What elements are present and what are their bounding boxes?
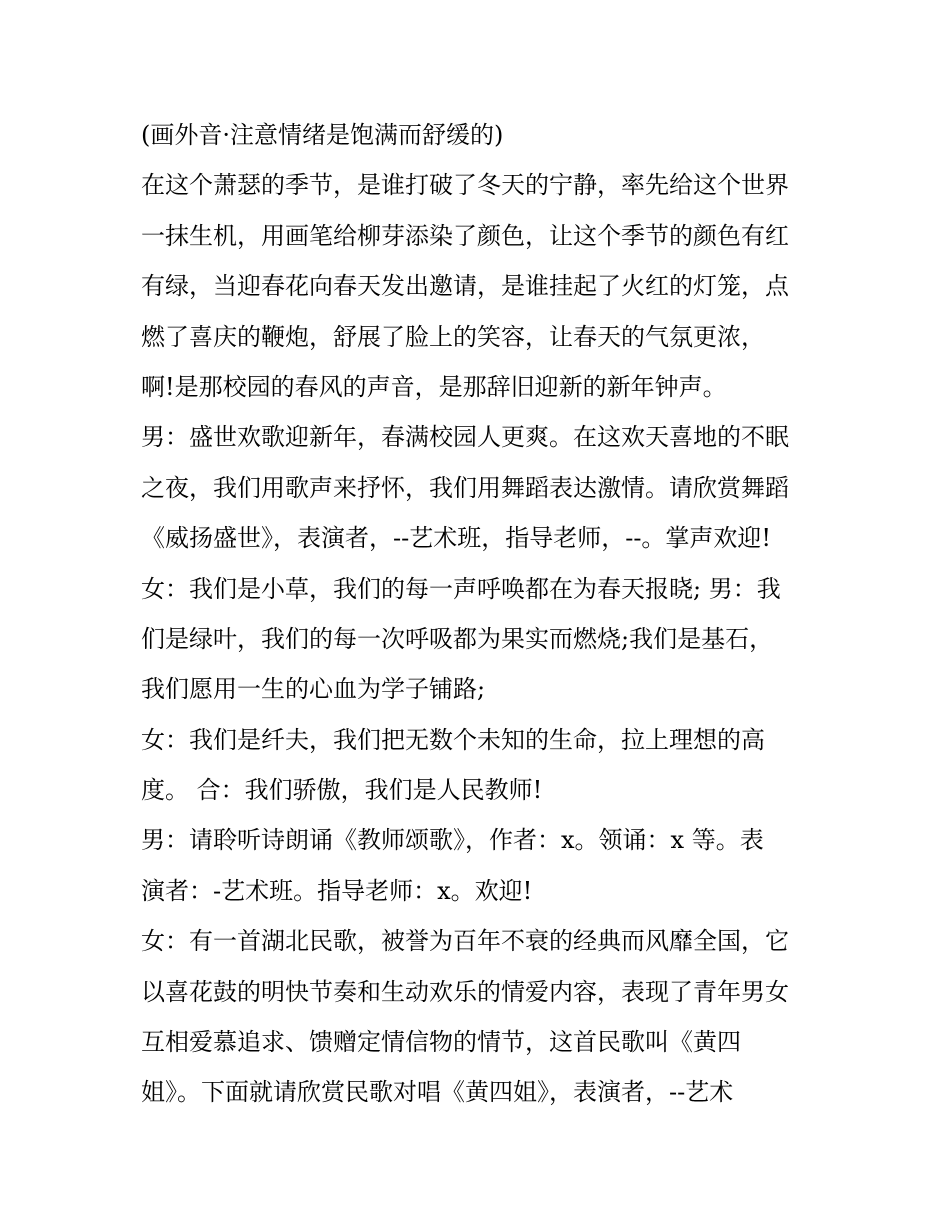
document-body [141, 110, 821, 1118]
text-line: 一抹生机，用画笔给柳芽添染了颜色，让这个季节的颜色有红 [141, 221, 789, 250]
text-line: 女：我们是纤夫，我们把无数个未知的生命，拉上理想的高 [141, 725, 765, 754]
text-line: 《威扬盛世》，表演者，--艺术班，指导老师，--。掌声欢迎! [141, 524, 772, 553]
text-line: 有绿，当迎春花向春天发出邀请，是谁挂起了火红的灯笼，点 [141, 272, 789, 301]
text-line: 姐》。下面就请欣赏民歌对唱《黄四姐》，表演者，--艺术 [141, 1078, 734, 1107]
text-line: 啊!是那校园的春风的声音，是那辞旧迎新的新年钟声。 [141, 372, 727, 401]
text-line: 男：请聆听诗朗诵《教师颂歌》，作者：x。领诵：x 等。表 [141, 826, 764, 855]
text-line: 女：我们是小草，我们的每一声呼唤都在为春天报晓; 男：我 [141, 574, 781, 603]
text-line: 男：盛世欢歌迎新年，春满校园人更爽。在这欢天喜地的不眠 [141, 423, 789, 452]
text-line: 燃了喜庆的鞭炮，舒展了脸上的笑容，让春天的气氛更浓， [141, 322, 765, 351]
text-line: 之夜，我们用歌声来抒怀，我们用舞蹈表达激情。请欣赏舞蹈 [141, 473, 789, 502]
text-line: 们是绿叶，我们的每一次呼吸都为果实而燃烧;我们是基石， [141, 624, 774, 653]
text-line: (画外音·注意情绪是饱满而舒缓的) [141, 121, 504, 149]
text-line: 度。 合：我们骄傲，我们是人民教师! [141, 776, 543, 805]
text-line: 互相爱慕追求、馈赠定情信物的情节，这首民歌叫《黄四 [141, 1028, 741, 1057]
text-line: 我们愿用一生的心血为学子铺路; [141, 675, 486, 704]
text-line: 以喜花鼓的明快节奏和生动欢乐的情爱内容，表现了青年男女 [141, 977, 789, 1006]
text-line: 女：有一首湖北民歌，被誉为百年不衰的经典而风靡全国，它 [141, 927, 789, 956]
text-line: 演者：-艺术班。指导老师：x。欢迎! [141, 876, 533, 905]
text-line: 在这个萧瑟的季节，是谁打破了冬天的宁静，率先给这个世界 [141, 171, 789, 200]
